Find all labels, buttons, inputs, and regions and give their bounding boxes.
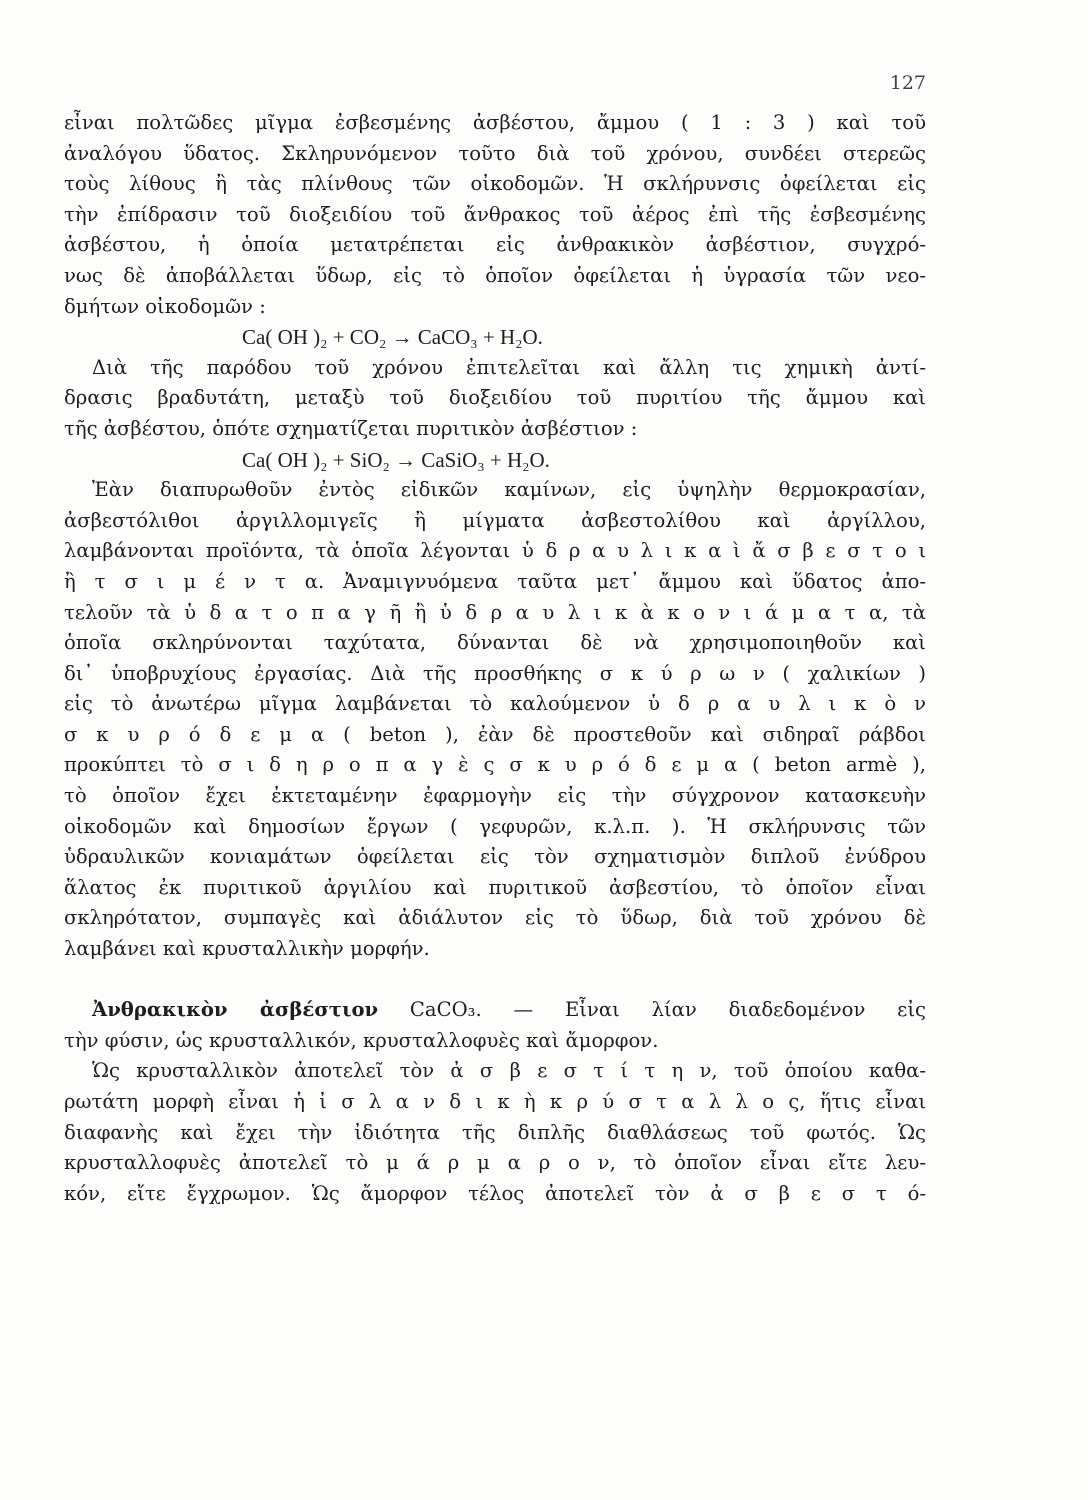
text-line: δμήτων οἰκοδομῶν :	[64, 294, 266, 318]
text-line: τὴν ἐπίδρασιν τοῦ διοξειδίου τοῦ ἄνθρακος τοῦ ἀέρος ἐπὶ τῆς ἐσβεσμένης	[64, 202, 926, 226]
text-line: σ κ υ ρ ό δ ε μ α ( beton ), ἐὰν δὲ προστεθοῦν καὶ σιδηραῖ ράβδοι	[64, 722, 926, 746]
text-line: τῆς ἀσβέστου, ὁπότε σχηματίζεται πυριτικὸν ἀσβέστιον :	[64, 416, 638, 440]
section-term: Ἀνθρακικὸν ἀσβέστιον	[92, 998, 379, 1022]
text-line: οἰκοδομῶν καὶ δημοσίων ἔργων ( γεφυρῶν, κ.λ.π. ). Ἡ σκλήρυνσις τῶν	[64, 814, 926, 838]
chemical-equation: Ca( OH )₂ + SiO₂ → CaSiO₃ + H₂O.	[242, 447, 550, 472]
text-line: δρασις βραδυτάτη, μεταξὺ τοῦ διοξειδίου τοῦ πυριτίου τῆς ἄμμου καὶ	[64, 386, 926, 410]
text-line: ἀσβέστου, ἡ ὁποία μετατρέπεται εἰς ἀνθρακικὸν ἀσβέστιον, συγχρό-	[64, 233, 926, 257]
text-line: τελοῦν τὰ ὑ δ α τ ο π α γ ῆ ἢ ὑ δ ρ α υ λ ι κ ὰ κ ο ν ι ά μ α τ α, τὰ	[64, 600, 926, 624]
text-line: Ὡς κρυσταλλικὸν ἀποτελεῖ τὸν ἀ σ β ε σ τ ί τ η ν, τοῦ ὁποίου καθα-	[92, 1059, 926, 1083]
text-line: λαμβάνει καὶ κρυσταλλικὴν μορφήν.	[64, 937, 430, 961]
page-number: 127	[889, 72, 926, 94]
text-line: σκληρότατον, συμπαγὲς καὶ ἀδιάλυτον εἰς τὸ ὕδωρ, διὰ τοῦ χρόνου δὲ	[64, 906, 926, 930]
text-line: νως δὲ ἀποβάλλεται ὕδωρ, εἰς τὸ ὁποῖον ὀφείλεται ἡ ὑγρασία τῶν νεο-	[64, 263, 926, 287]
text-line: Ἐὰν διαπυρωθοῦν ἐντὸς εἰδικῶν καμίνων, εἰς ὑψηλὴν θερμοκρασίαν,	[92, 478, 926, 502]
text-line: ἀσβεστόλιθοι ἀργιλλομιγεῖς ἢ μίγματα ἀσβεστολίθου καὶ ἀργίλλου,	[64, 508, 926, 532]
text-line	[64, 995, 926, 1026]
body-text	[64, 108, 926, 1209]
chemical-equation: Ca( OH )₂ + CO₂ → CaCO₃ + H₂O.	[242, 325, 543, 350]
paragraph-gap	[64, 965, 926, 996]
text-line: δι᾽ ὑποβρυχίους ἐργασίας. Διὰ τῆς προσθήκης σ κ ύ ρ ω ν ( χαλικίων )	[64, 661, 926, 685]
text-line: τοὺς λίθους ἢ τὰς πλίνθους τῶν οἰκοδομῶν. Ἡ σκλήρυνσις ὀφείλεται εἰς	[64, 172, 926, 196]
text-line: κόν, εἴτε ἔγχρωμον. Ὡς ἄμορφον τέλος ἀποτελεῖ τὸν ἀ σ β ε σ τ ό-	[64, 1181, 926, 1205]
text-line: Διὰ τῆς παρόδου τοῦ χρόνου ἐπιτελεῖται καὶ ἄλλη τις χημικὴ ἀντί-	[92, 355, 926, 379]
term-formula: CaCO₃. — Εἶναι λίαν διαδεδομένον εἰς	[378, 998, 926, 1022]
text-line: ἢ τ σ ι μ έ ν τ α. Ἀναμιγνυόμενα ταῦτα μετ᾽ ἄμμου καὶ ὕδατος ἀπο-	[64, 569, 926, 593]
text-line: ἀναλόγου ὕδατος. Σκληρυνόμενον τοῦτο διὰ τοῦ χρόνου, συνδέει στερεῶς	[64, 141, 926, 165]
text-line: ἅλατος ἐκ πυριτικοῦ ἀργιλίου καὶ πυριτικοῦ ἀσβεστίου, τὸ ὁποῖον εἶναι	[64, 875, 926, 899]
text-line: εἰς τὸ ἀνωτέρω μῖγμα λαμβάνεται τὸ καλούμενον ὑ δ ρ α υ λ ι κ ὸ ν	[64, 692, 926, 716]
text-line: προκύπτει τὸ σ ι δ η ρ ο π α γ ὲ ς σ κ υ ρ ό δ ε μ α ( beton armè ),	[64, 753, 926, 777]
text-line: τὸ ὁποῖον ἔχει ἐκτεταμένην ἐφαρμογὴν εἰς τὴν σύγχρονον κατασκευὴν	[64, 784, 926, 808]
text-line: εἶναι πολτῶδες μῖγμα ἐσβεσμένης ἀσβέστου, ἄμμου ( 1 : 3 ) καὶ τοῦ	[64, 111, 926, 134]
text-line: λαμβάνονται προϊόντα, τὰ ὁποῖα λέγονται ὑ δ ρ α υ λ ι κ α ὶ ἄ σ β ε σ τ ο ι	[64, 539, 926, 563]
text-line: ὑδραυλικῶν κονιαμάτων ὀφείλεται εἰς τὸν σχηματισμὸν διπλοῦ ἐνύδρου	[64, 845, 926, 869]
text-line: κρυσταλλοφυὲς ἀποτελεῖ τὸ μ ά ρ μ α ρ ο ν, τὸ ὁποῖον εἶναι εἴτε λευ-	[64, 1151, 926, 1175]
text-line: ὁποῖα σκληρύνονται ταχύτατα, δύνανται δὲ νὰ χρησιμοποιηθοῦν καὶ	[64, 631, 926, 655]
text-line: διαφανὴς καὶ ἔχει τὴν ἰδιότητα τῆς διπλῆς διαθλάσεως τοῦ φωτός. Ὡς	[64, 1120, 926, 1144]
text-line: τὴν φύσιν, ὡς κρυσταλλικόν, κρυσταλλοφυὲς καὶ ἄμορφον.	[64, 1028, 659, 1052]
text-line: ρωτάτη μορφὴ εἶναι ἡ ἰ σ λ α ν δ ι κ ὴ κ ρ ύ σ τ α λ λ ο ς, ἥτις εἶναι	[64, 1090, 926, 1113]
